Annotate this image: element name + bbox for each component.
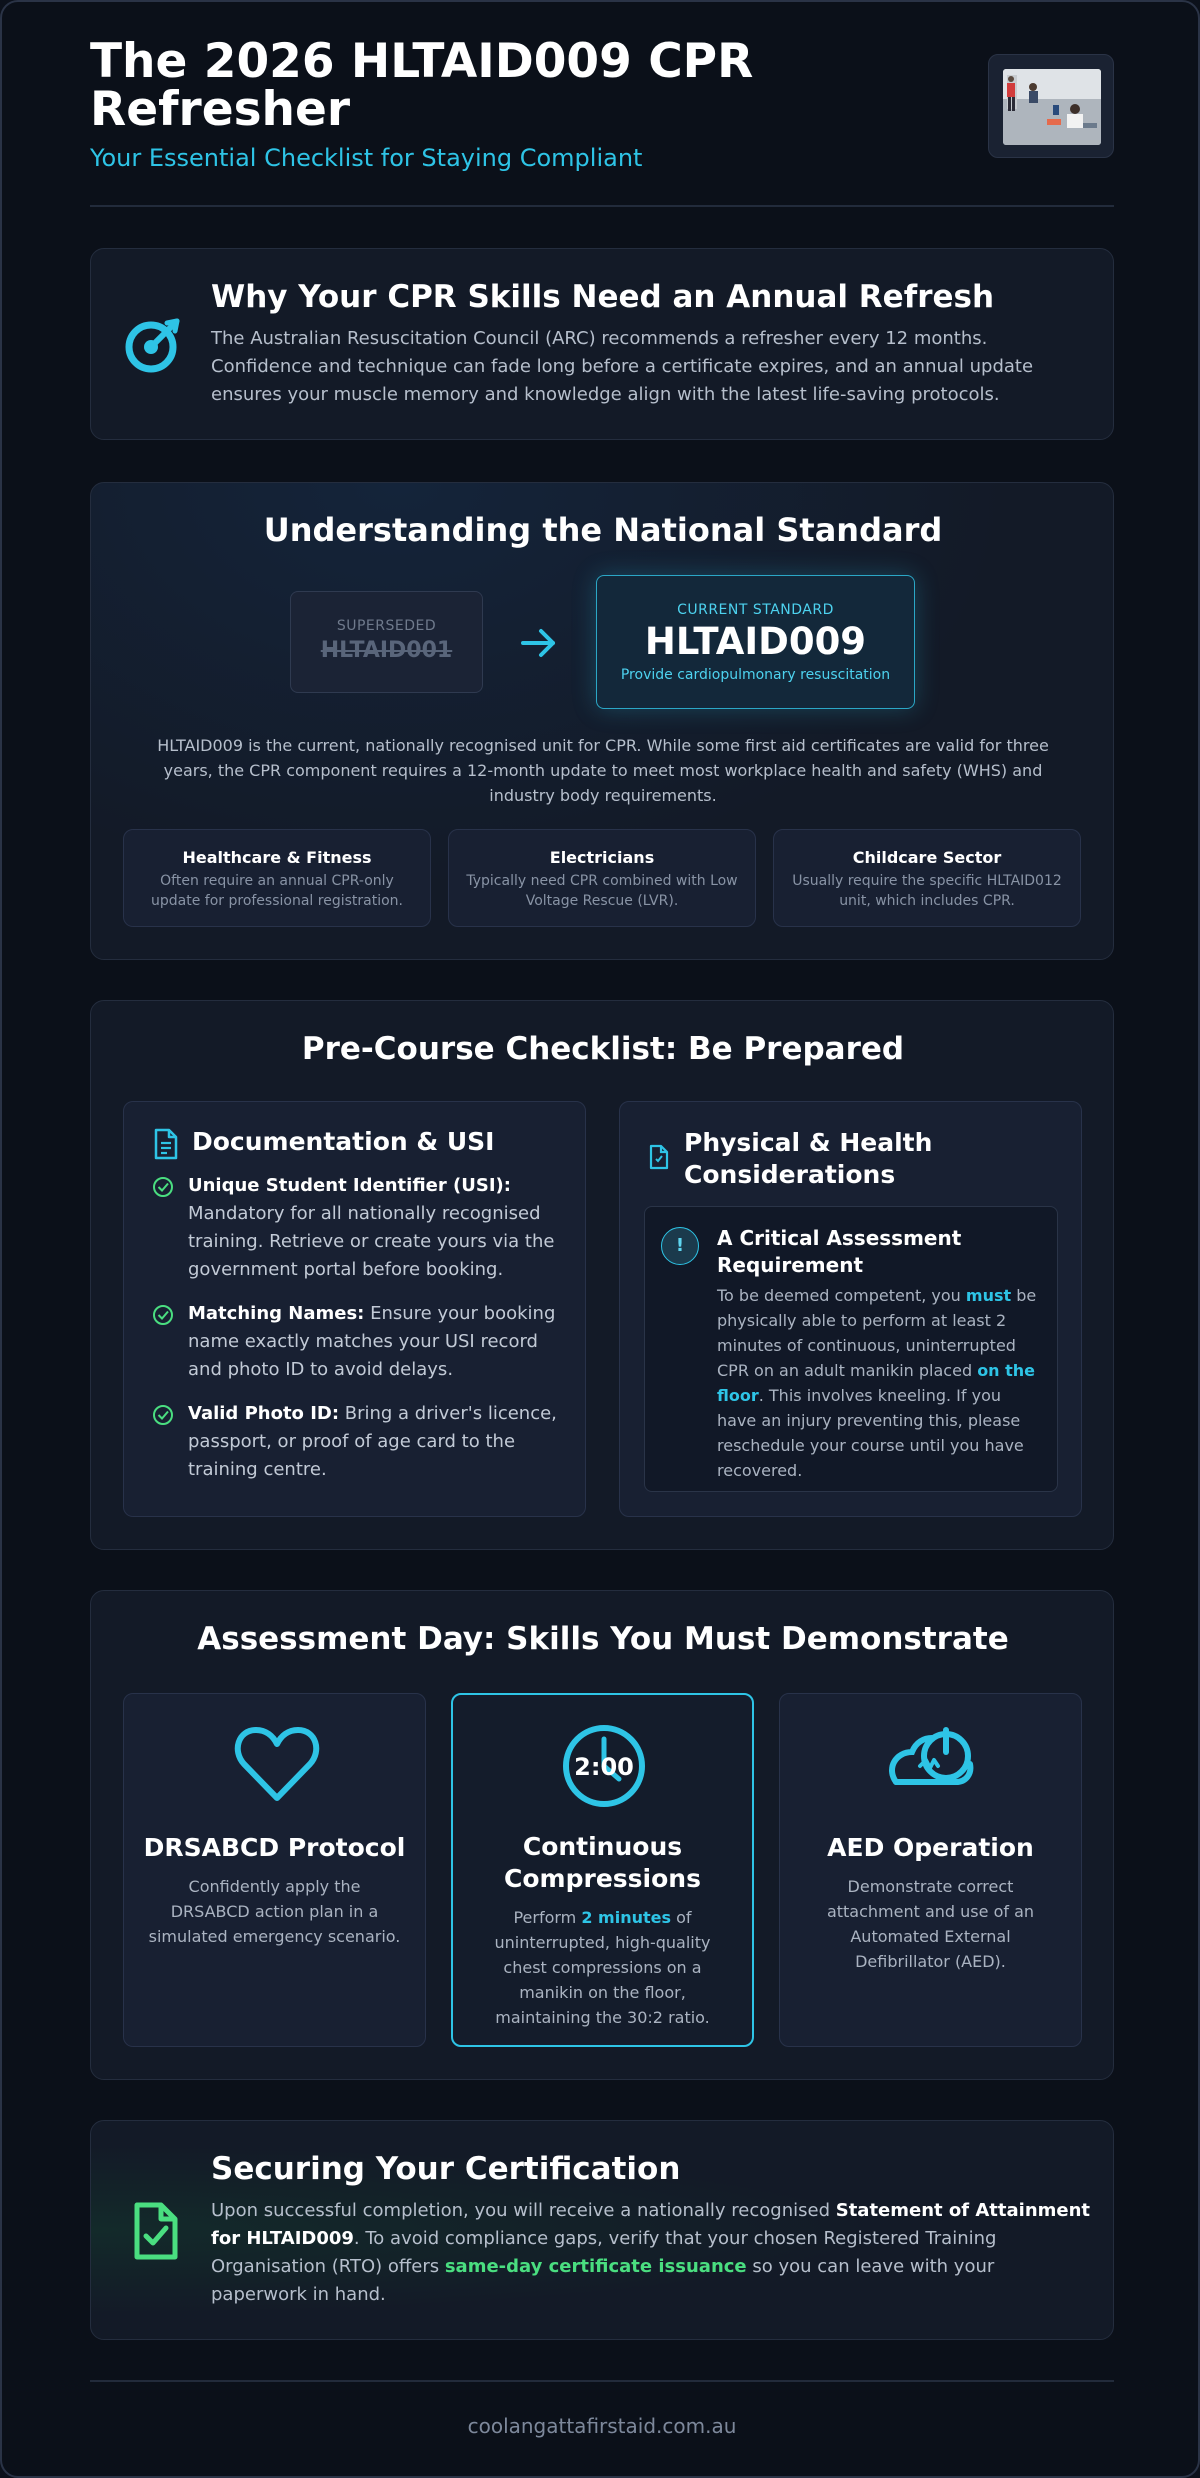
certification-body: [211, 2197, 1091, 2309]
skill-text: Confidently apply the DRSABCD action plan in a simulated emergency scenario.: [148, 1877, 401, 1946]
certificate-check-icon: [131, 2201, 181, 2261]
aed-icon: [886, 1724, 976, 1800]
check-circle-icon: [152, 1176, 174, 1198]
alert-text: [717, 1283, 1045, 1483]
alert-title: [717, 1225, 1045, 1279]
sector-text: Usually require the specific HLTAID012 unit, which includes CPR.: [792, 873, 1062, 909]
item-text: Mandatory for all nationally recognised training. Retrieve or create yours via the government portal before booking.: [188, 1203, 555, 1280]
alert-emphasis-floor: on the floor: [717, 1361, 1036, 1405]
skill-highlight: 2 minutes: [581, 1908, 672, 1927]
standard-body: HLTAID009 is the current, nationally recognised unit for CPR. While some first aid certificates are valid for three years, the CPR component requires a 12-month update to meet most workplace health and safety (WHS) and industry body requirements.: [157, 736, 1049, 805]
timer-icon: [561, 1723, 647, 1809]
timer-readout: 2:00: [574, 1753, 634, 1781]
cert-highlight: same-day certificate issuance: [444, 2256, 747, 2277]
assessment-card: [90, 1590, 1114, 2080]
sector-card: [123, 829, 431, 927]
header-divider: [90, 205, 1114, 207]
footer-site[interactable]: coolangattafirstaid.com.au: [467, 2414, 737, 2438]
alert-icon: !: [661, 1227, 699, 1265]
checklist-title: Pre-Course Checklist: Be Prepared: [301, 1031, 905, 1067]
medical-document-icon: [648, 1144, 670, 1170]
documentation-panel: [123, 1101, 586, 1517]
item-label: Matching Names:: [188, 1303, 365, 1324]
title-line-2: Refresher: [90, 82, 351, 137]
check-circle-icon: [152, 1404, 174, 1426]
skill-title: DRSABCD Protocol: [143, 1833, 406, 1862]
sector-text: Often require an annual CPR-only update for professional registration.: [151, 873, 403, 909]
skill-text-end: of uninterrupted, high-quality chest compressions on a manikin on the floor, maintaining the 30:2 ratio.: [494, 1908, 711, 2027]
current-standard-box: [596, 575, 915, 709]
refresh-title: Why Your CPR Skills Need an Annual Refresh: [211, 279, 995, 315]
standard-card: [90, 482, 1114, 960]
sector-text: Typically need CPR combined with Low Voltage Rescue (LVR).: [466, 873, 738, 909]
skill-title-line-1: Continuous: [522, 1832, 683, 1861]
document-icon: [152, 1128, 180, 1160]
certification-card: [90, 2120, 1114, 2340]
superseded-code: HLTAID001: [320, 638, 453, 663]
target-icon: [123, 315, 183, 375]
alert-title-line-1: A Critical Assessment: [717, 1226, 962, 1250]
title-line-1: The 2026 HLTAID009 CPR: [90, 34, 754, 89]
skill-card-compressions: [451, 1693, 754, 2047]
skill-text: [453, 1905, 752, 2030]
item-text: Bring a driver's licence, passport, or proof of age card to the training centre.: [188, 1403, 557, 1480]
superseded-label: SUPERSEDED: [336, 618, 437, 634]
health-title-line-1: Physical & Health: [684, 1128, 933, 1157]
assessment-alert: [644, 1206, 1058, 1492]
page-header: [90, 34, 1114, 172]
skill-title: [453, 1831, 752, 1895]
health-title-line-2: Considerations: [684, 1160, 896, 1189]
skill-text-start: Perform: [513, 1908, 582, 1927]
standard-title: Understanding the National Standard: [263, 511, 943, 549]
sector-card: [448, 829, 756, 927]
alert-text-start: To be deemed competent, you: [717, 1286, 966, 1305]
arrow-right-icon: [519, 623, 559, 663]
alert-text-end: . This involves kneeling. If you have an injury preventing this, please reschedule your course until you have recovered.: [717, 1386, 1024, 1480]
heart-icon: [234, 1724, 320, 1804]
current-desc: Provide cardiopulmonary resuscitation: [620, 667, 891, 683]
skill-title: AED Operation: [827, 1833, 1034, 1862]
health-title: [684, 1127, 932, 1191]
skill-card-drsabcd: [123, 1693, 426, 2047]
item-text: Ensure your booking name exactly matches your USI record and photo ID to avoid delays.: [188, 1303, 556, 1380]
alert-text-middle: be physically able to perform at least 2 minutes of continuous, uninterrupted CPR on an adult manikin placed: [717, 1286, 1037, 1380]
sector-title: Childcare Sector: [852, 848, 1002, 867]
footer-divider: [90, 2380, 1114, 2382]
cpr-class-photo: [1003, 69, 1101, 145]
sector-title: Electricians: [549, 848, 655, 867]
sector-title: Healthcare & Fitness: [182, 848, 372, 867]
certification-title: Securing Your Certification: [211, 2151, 681, 2187]
header-photo-frame: [988, 54, 1114, 158]
superseded-box: [290, 591, 483, 693]
cert-text-middle: . To avoid compliance gaps, verify that your chosen Registered Training Organisation (RTO) offers: [211, 2228, 997, 2277]
assessment-title: Assessment Day: Skills You Must Demonstrate: [197, 1621, 1009, 1657]
cert-text-end: so you can leave with your paperwork in hand.: [211, 2256, 995, 2305]
health-panel: [619, 1101, 1082, 1517]
cert-text-start: Upon successful completion, you will receive a nationally recognised: [211, 2200, 836, 2221]
checklist-item: [152, 1400, 562, 1484]
checklist-card: [90, 1000, 1114, 1550]
checklist-item: [152, 1300, 562, 1384]
skill-title-line-2: Compressions: [504, 1864, 701, 1893]
item-label: Valid Photo ID:: [188, 1403, 340, 1424]
current-label: CURRENT STANDARD: [677, 602, 834, 618]
check-circle-icon: [152, 1304, 174, 1326]
sector-card: [773, 829, 1081, 927]
checklist-item: [152, 1172, 562, 1284]
refresh-card: [90, 248, 1114, 440]
item-label: Unique Student Identifier (USI):: [188, 1175, 511, 1196]
skill-card-aed: [779, 1693, 1082, 2047]
skill-text: Demonstrate correct attachment and use of an Automated External Defibrillator (AED).: [826, 1877, 1035, 1971]
refresh-body: The Australian Resuscitation Council (ARC) recommends a refresher every 12 months. Confidence and technique can fade long before a certificate expires, and an annual update ensures your muscle memory and knowledge align with the latest life-saving protocols.: [211, 328, 1034, 405]
current-code: HLTAID009: [644, 620, 867, 663]
documentation-title: Documentation & USI: [192, 1127, 495, 1156]
page-title: [90, 34, 1114, 137]
cert-emphasis: Statement of Attainment for HLTAID009: [211, 2200, 1091, 2249]
page-subtitle: Your Essential Checklist for Staying Compliant: [90, 144, 643, 172]
alert-emphasis-must: must: [965, 1286, 1012, 1305]
alert-title-line-2: Requirement: [717, 1253, 864, 1277]
